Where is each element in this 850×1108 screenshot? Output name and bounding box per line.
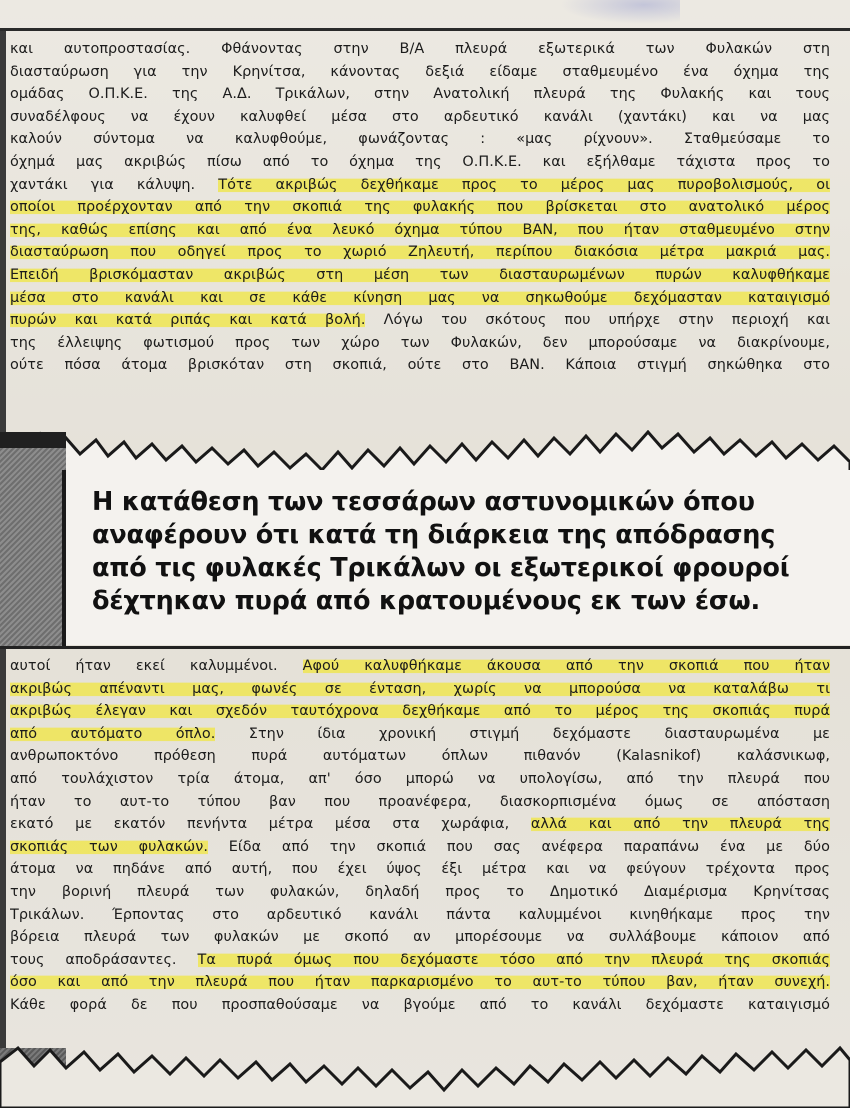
highlighted-text: όσο και από την πλευρά που ήταν παρκαρισμένο το αυτ-το τύπου βαν, ήταν συνεχή.: [10, 974, 830, 991]
body-text: βόρεια πλευρά των φυλακών με σκοπό αν μπορέσουμε να συλλάβουμε κάποιον από: [10, 929, 830, 946]
callout-side-bar: [0, 432, 66, 647]
callout-left-edge: [62, 470, 66, 646]
body-text: ομάδας Ο.Π.Κ.Ε. της Α.Δ. Τρικάλων, στην Ανατολική πλευρά της Φυλακής και τους: [10, 86, 830, 103]
article-line: [10, 264, 830, 287]
article-body-top: [0, 38, 850, 377]
highlighted-text: από αυτόματο όπλο.: [10, 725, 216, 742]
body-text: εκατό με εκατόν πενήντα μέτρα μέσα στα χωράφια,: [10, 816, 531, 833]
body-text: ήταν το αυτ-το τύπου βαν που προανέφερα, διασκορπισμένα όμως σε απόσταση: [10, 793, 830, 810]
body-text: ούτε πόσα άτομα βρισκόταν στη σκοπιά, ούτε στο ΒΑΝ. Κάποια στιγμή σηκώθηκα στο: [10, 357, 830, 374]
body-text: Είδα από την σκοπιά που σας ανέφερα παραπάνω ένα με δύο: [207, 838, 830, 855]
body-text: όχημά μας ακριβώς πίσω από το όχημα της Ο.Π.Κ.Ε. και εξήλθαμε τάχιστα προς το: [10, 153, 830, 170]
pull-quote-line: από τις φυλακές Τρικάλων οι εξωτερικοί φρουροί: [92, 553, 790, 583]
body-text: ανθρωποκτόνο πρόθεση πυρά αυτόματων όπλων πιθανόν (Kalasnikof) καλάσνικωφ,: [10, 748, 830, 765]
pull-quote: [66, 470, 850, 645]
body-text: αυτοί ήταν εκεί καλυμμένοι.: [10, 658, 303, 674]
body-text: Στην ίδια χρονική στιγμή δεχόμαστε διασταυρωμένα με: [215, 725, 830, 742]
callout-bottom-rule: [0, 646, 850, 649]
article-line: [10, 332, 830, 355]
article-line: [10, 151, 830, 174]
article-line: [10, 354, 830, 377]
pull-quote-line: Η κατάθεση των τεσσάρων αστυνομικών όπου: [92, 487, 755, 517]
article-line: [10, 38, 830, 61]
body-text: Λόγω του σκότους που υπήρχε στην περιοχή και: [365, 312, 830, 329]
highlighted-text: αλλά και από την πλευρά της: [530, 816, 830, 833]
highlighted-text: ακριβώς απέναντι μας, φωνές σε ένταση, χωρίς να μπορούσα να καταλάβω τι: [10, 680, 830, 697]
article-line: [10, 61, 830, 84]
highlighted-text: Τα πυρά όμως που δεχόμαστε τόσο από την πλευρά της σκοπιάς: [197, 951, 830, 968]
highlighted-text: σκοπιάς των φυλακών.: [10, 838, 208, 855]
highlighted-text: μέσα στο κανάλι και σε κάθε κίνηση μας να σηκωθούμε δεχόμασταν καταιγισμό: [10, 289, 830, 306]
body-text: και αυτοπροστασίας. Φθάνοντας στην Β/Α πλευρά εξωτερικά των Φυλακών στη: [10, 41, 830, 57]
article-line: [10, 971, 830, 994]
highlighted-text: διασταύρωση που οδηγεί προς το χωριό Ζηλευτή, περίπου διακόσια μέτρα μακριά μας.: [10, 244, 830, 261]
article-line: [10, 858, 830, 881]
body-text: Τρικάλων. Έρποντας στο αρδευτικό κανάλι πάντα καλυμμένοι κινηθήκαμε προς την: [10, 906, 830, 923]
callout-side-bar-top: [0, 432, 66, 448]
article-line: [10, 83, 830, 106]
article-line: [10, 174, 830, 197]
body-text: άτομα να πηδάνε από αυτή, που έχει ύψος έξι μέτρα και να φεύγουν τρέχοντα προς: [10, 861, 830, 878]
article-line: [10, 241, 830, 264]
highlighted-text: Αφού καλυφθήκαμε άκουσα από την σκοπιά που ήταν: [302, 658, 830, 674]
article-line: [10, 219, 830, 242]
highlighted-text: πυρών και κατά ριπάς και κατά βολή.: [10, 312, 366, 329]
article-line: [10, 904, 830, 927]
pull-quote-line: δέχτηκαν πυρά από κρατουμένους εκ των έσω.: [92, 586, 760, 616]
body-text: συναδέλφους να έχουν καλυφθεί μέσα στο αρδευτικό κανάλι (χαντάκι) και να μας: [10, 108, 830, 125]
article-line: [10, 309, 830, 332]
highlighted-text: οποίοι προέρχονταν από την σκοπιά της φυλακής που βρίσκεται στο ανατολικό μέρος: [10, 199, 830, 216]
body-text: την βορινή πλευρά των φυλακών, δηλαδή προς το Δημοτικό Διαμέρισμα Κρηνίτσας: [10, 883, 830, 900]
article-line: [10, 106, 830, 129]
body-text: διασταύρωση για την Κρηνίτσα, κάνοντας δεξιά είδαμε σταθμευμένο ένα όχημα της: [10, 63, 830, 80]
article-line: [10, 287, 830, 310]
ink-smudge: [560, 0, 680, 24]
article-line: [10, 791, 830, 814]
body-text: τους αποδράσαντες.: [10, 951, 198, 968]
torn-edge-bottom: [0, 1040, 850, 1108]
article-line: [10, 768, 830, 791]
article-line: [10, 926, 830, 949]
pull-quote-line: αναφέρουν ότι κατά τη διάρκεια της απόδρασης: [92, 520, 776, 550]
article-body-bottom: [0, 655, 850, 1017]
article-line: [10, 128, 830, 151]
body-text: Κάθε φορά δε που προσπαθούσαμε να βγούμε από το κανάλι δεχόμαστε καταιγισμό: [10, 996, 830, 1013]
highlighted-text: της, καθώς επίσης και από ένα λευκό όχημα τύπου ΒΑΝ, που ήταν σταθμευμένο στην: [10, 221, 830, 238]
article-line: [10, 655, 830, 678]
article-line: [10, 745, 830, 768]
body-text: χαντάκι για κάλυψη.: [10, 176, 219, 193]
article-line: [10, 994, 830, 1017]
top-rule: [0, 28, 850, 31]
article-line: [10, 678, 830, 701]
body-text: της έλλειψης φωτισμού προς των χώρο των Φυλακών, δεν μπορούσαμε να διακρίνουμε,: [10, 334, 830, 351]
article-line: [10, 949, 830, 972]
article-line: [10, 836, 830, 859]
article-line: [10, 881, 830, 904]
article-line: [10, 196, 830, 219]
body-text: από τουλάχιστον τρία άτομα, απ' όσο μπορώ να υπολογίσω, από την πλευρά που: [10, 770, 830, 787]
pull-quote-text: [92, 486, 840, 618]
highlighted-text: Τότε ακριβώς δεχθήκαμε προς το μέρος μας πυροβολισμούς, οι: [218, 176, 830, 193]
highlighted-text: ακριβώς έλεγαν και σχεδόν ταυτόχρονα δεχθήκαμε από το μέρος της σκοπιάς πυρά: [10, 703, 830, 720]
article-line: [10, 813, 830, 836]
body-text: καλούν σύντομα να καλυφθούμε, φωνάζοντας : «μας ρίχνουν». Σταθμεύσαμε το: [10, 131, 830, 148]
highlighted-text: Επειδή βρισκόμασταν ακριβώς στη μέση των διασταυρωμένων πυρών καλυφθήκαμε: [10, 266, 830, 283]
article-line: [10, 700, 830, 723]
article-line: [10, 723, 830, 746]
